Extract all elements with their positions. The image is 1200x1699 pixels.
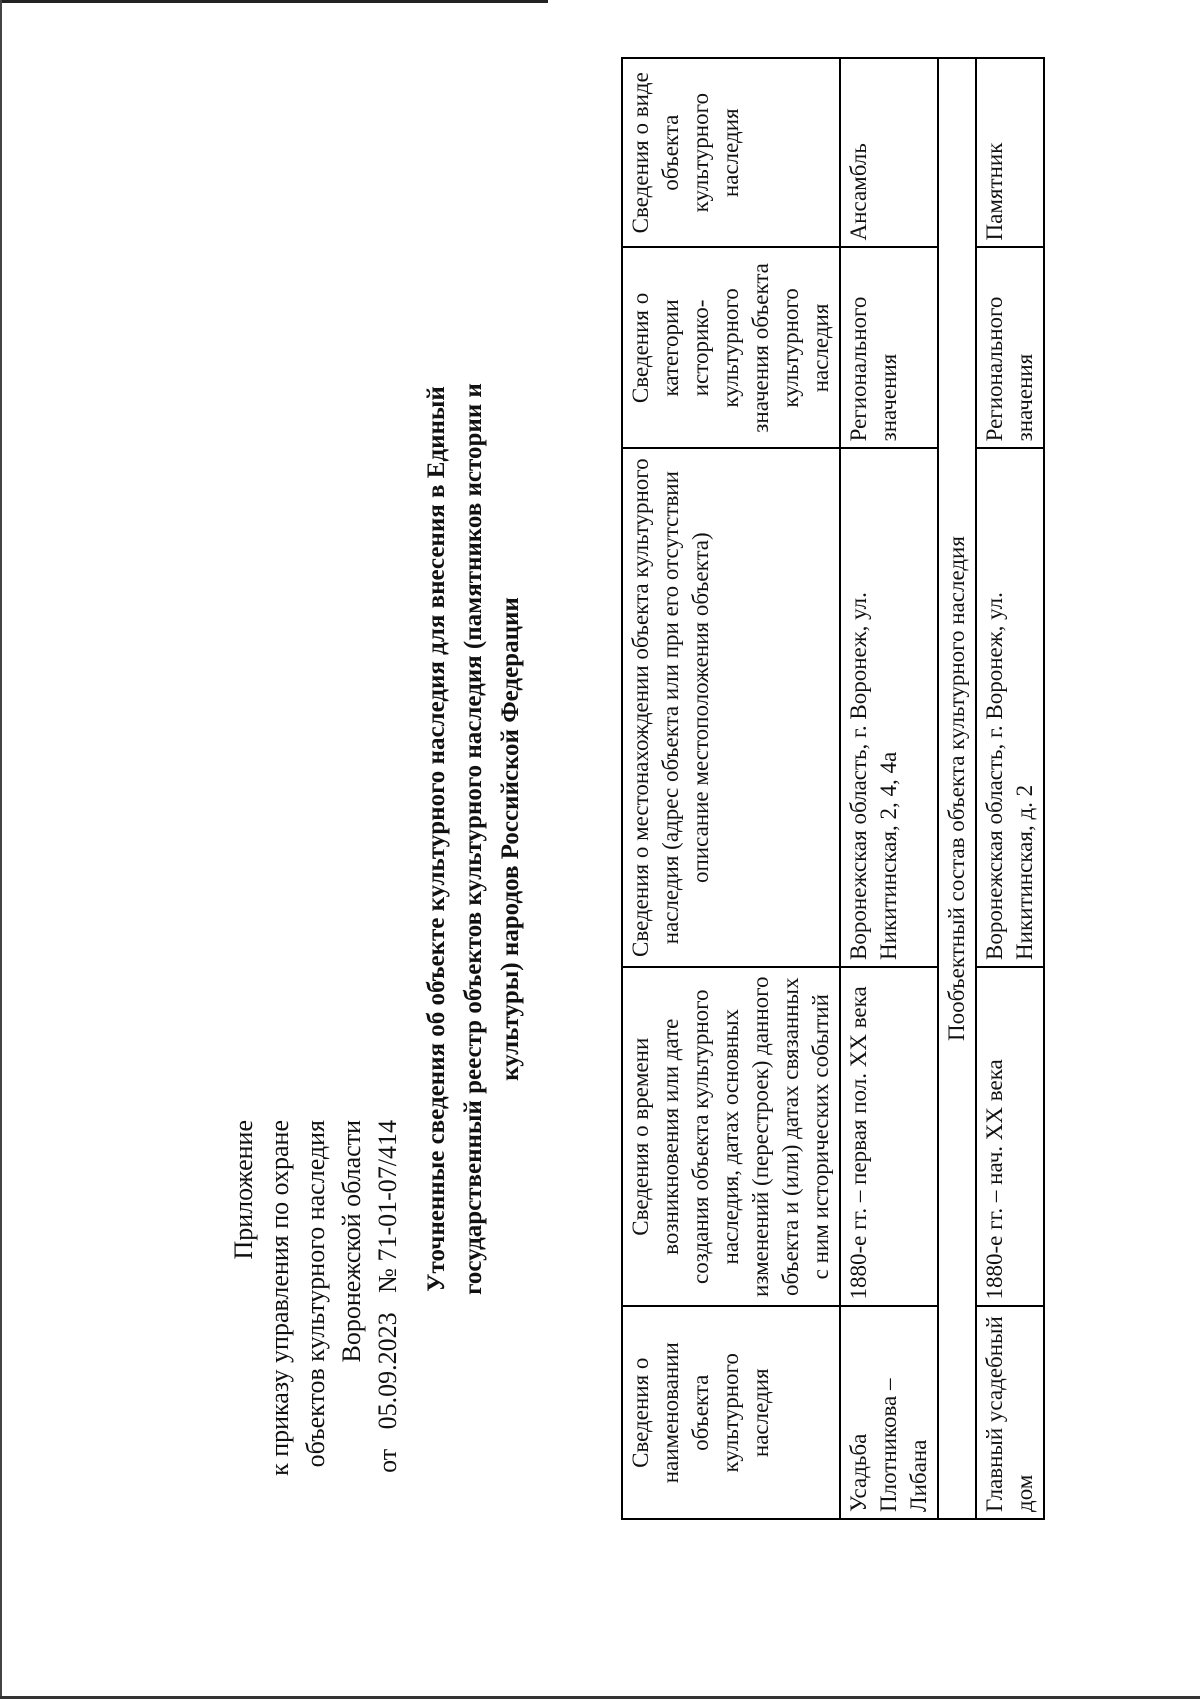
table-row — [976, 58, 1044, 1519]
cell-type: Ансамбль — [840, 58, 938, 247]
cell-dates: 1880-е гг. – первая пол. XX века — [840, 967, 938, 1307]
header-dates: Сведения о времени возникновения или дате создания объекта культурного наследия, датах основных изменений (перестроек) данного объекта и (или) датах связанных с ним исторических событий — [622, 967, 840, 1307]
cell-type: Памятник — [976, 58, 1044, 247]
cell-name: Усадьба Плотникова – Либана — [840, 1307, 938, 1520]
appendix-title: Приложение — [229, 1120, 258, 1260]
appendix-order-number: № 71-01-07/414 — [373, 1120, 402, 1293]
appendix-order — [370, 1120, 406, 1680]
cell-category: Регионального значения — [976, 247, 1044, 448]
section-label: Пообъектный состав объекта культурного наследия — [938, 58, 976, 1519]
cell-location: Воронежская область, г. Воронеж, ул. Никитинская, 2, 4, 4а — [840, 448, 938, 967]
cell-dates: 1880-е гг. – нач. XX века — [976, 967, 1044, 1307]
table-header-row — [622, 58, 840, 1519]
appendix-block — [226, 1120, 406, 1680]
header-location: Сведения о местонахождении объекта культурного наследия (адрес объекта или при его отсутствии описание местоположения объекта) — [622, 448, 840, 967]
title-line: государственный реестр объектов культурного наследия (памятников истории и — [460, 383, 487, 1295]
document-title — [418, 189, 529, 1489]
cell-name: Главный усадебный дом — [976, 1307, 1044, 1520]
title-line: культуры) народов Российской Федерации — [497, 597, 524, 1081]
header-category: Сведения о категории историко-культурного значения объекта культурного наследия — [622, 247, 840, 448]
heritage-table — [621, 57, 1045, 1520]
appendix-order-date: 05.09.2023 — [373, 1312, 402, 1430]
section-row — [938, 58, 976, 1519]
cell-location: Воронежская область, г. Воронеж, ул. Никитинская, д. 2 — [976, 448, 1044, 967]
appendix-line: объектов культурного наследия — [301, 1120, 330, 1468]
cell-category: Регионального значения — [840, 247, 938, 448]
appendix-line: к приказу управления по охране — [265, 1120, 294, 1476]
appendix-line: Воронежской области — [337, 1120, 366, 1363]
appendix-order-prefix: от — [373, 1448, 402, 1473]
title-line: Уточненные сведения об объекте культурного наследия для внесения в Единый — [423, 386, 450, 1292]
header-name: Сведения о наименовании объекта культурного наследия — [622, 1307, 840, 1520]
table-row — [840, 58, 938, 1519]
header-type: Сведения о виде объекта культурного наследия — [622, 58, 840, 247]
